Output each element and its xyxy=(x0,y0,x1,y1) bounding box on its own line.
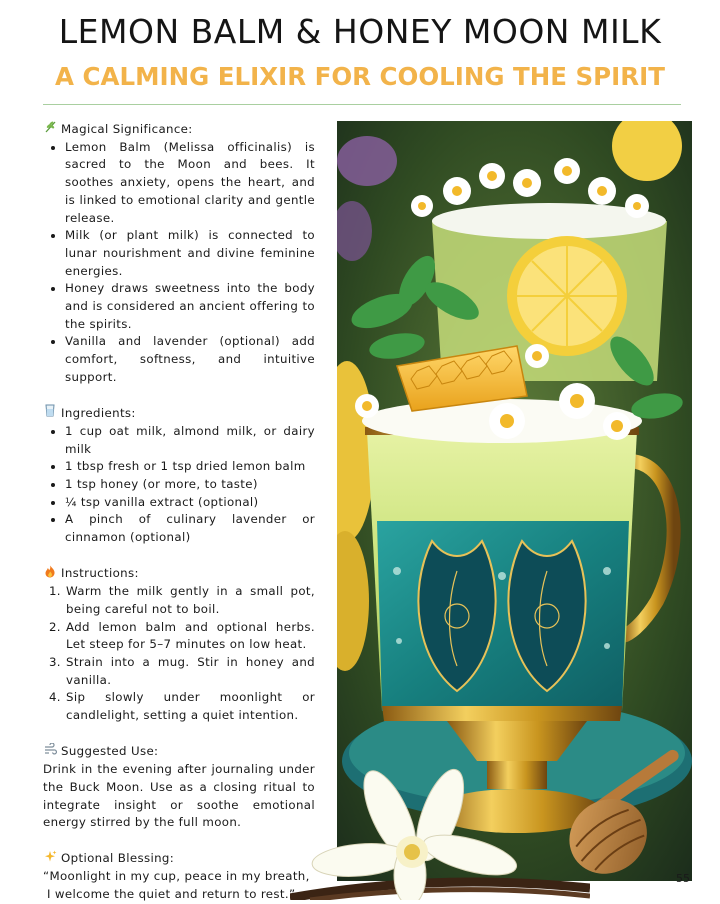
list-item: • Lemon Balm (Melissa officinalis) is sacred to the Moon and bees. It soothes anxiety, opens the heart, and is linked to emotional clarity and gentle release. xyxy=(65,139,315,228)
list-item: • Milk (or plant milk) is connected to lunar nourishment and divine feminine energies. xyxy=(65,227,315,280)
divider-rule xyxy=(43,104,681,105)
list-item: 3. Strain into a mug. Stir in honey and vanilla. xyxy=(65,654,315,689)
list-item: • Vanilla and lavender (optional) add comfort, softness, and intuitive support. xyxy=(65,333,315,386)
list-item: • 1 tbsp fresh or 1 tsp dried lemon balm xyxy=(65,458,315,476)
wind-icon xyxy=(43,743,57,762)
suggested-text: Drink in the evening after journaling under the Buck Moon. Use as a closing ritual to integrate insight or soothe emotional energy stirred by the full moon. xyxy=(43,762,315,830)
blessing-section xyxy=(43,850,315,904)
recipe-subtitle: A CALMING ELIXIR FOR COOLING THE SPIRIT xyxy=(55,62,665,91)
list-item: 1. Warm the milk gently in a small pot, being careful not to boil. xyxy=(65,583,315,618)
suggested-heading: Suggested Use: xyxy=(61,744,159,759)
glass-icon xyxy=(43,404,57,423)
magical-heading-row xyxy=(43,120,315,139)
vanilla-flower-illustration xyxy=(290,760,590,900)
recipe-title: LEMON BALM & HONEY MOON MILK xyxy=(58,12,662,51)
instructions-section xyxy=(43,565,315,725)
list-item: • ¼ tsp vanilla extract (optional) xyxy=(65,494,315,512)
suggested-heading-row xyxy=(43,743,315,762)
suggested-section xyxy=(43,743,315,833)
ingredients-heading: Ingredients: xyxy=(61,405,136,420)
blessing-line-1: “Moonlight in my cup, peace in my breath, xyxy=(43,869,310,884)
magical-heading: Magical Significance: xyxy=(61,121,193,136)
blessing-heading-row xyxy=(43,850,315,869)
list-item: 4. Sip slowly under moonlight or candlelight, setting a quiet intention. xyxy=(65,689,315,724)
ingredients-heading-row xyxy=(43,404,315,423)
blessing-heading: Optional Blessing: xyxy=(61,851,175,866)
ingredients-list xyxy=(43,423,315,547)
instructions-heading-row xyxy=(43,565,315,584)
magical-list xyxy=(43,139,315,387)
fire-icon xyxy=(43,565,57,584)
blessing-line-2: I welcome the quiet and return to rest.” xyxy=(47,887,296,902)
list-item: • 1 tsp honey (or more, to taste) xyxy=(65,476,315,494)
herb-icon xyxy=(43,120,57,139)
instructions-heading: Instructions: xyxy=(61,566,139,581)
sparkles-icon xyxy=(43,850,57,869)
instructions-list xyxy=(43,583,315,725)
list-item: • Honey draws sweetness into the body and is considered an ancient offering to the spirits. xyxy=(65,280,315,333)
ingredients-section xyxy=(43,404,315,547)
magical-section xyxy=(43,120,315,387)
list-item: • A pinch of culinary lavender or cinnamon (optional) xyxy=(65,511,315,546)
list-item: • 1 cup oat milk, almond milk, or dairy milk xyxy=(65,423,315,458)
page-number: 55 xyxy=(676,872,690,885)
recipe-text-column xyxy=(43,120,315,904)
list-item: 2. Add lemon balm and optional herbs. Let steep for 5–7 minutes on low heat. xyxy=(65,619,315,654)
